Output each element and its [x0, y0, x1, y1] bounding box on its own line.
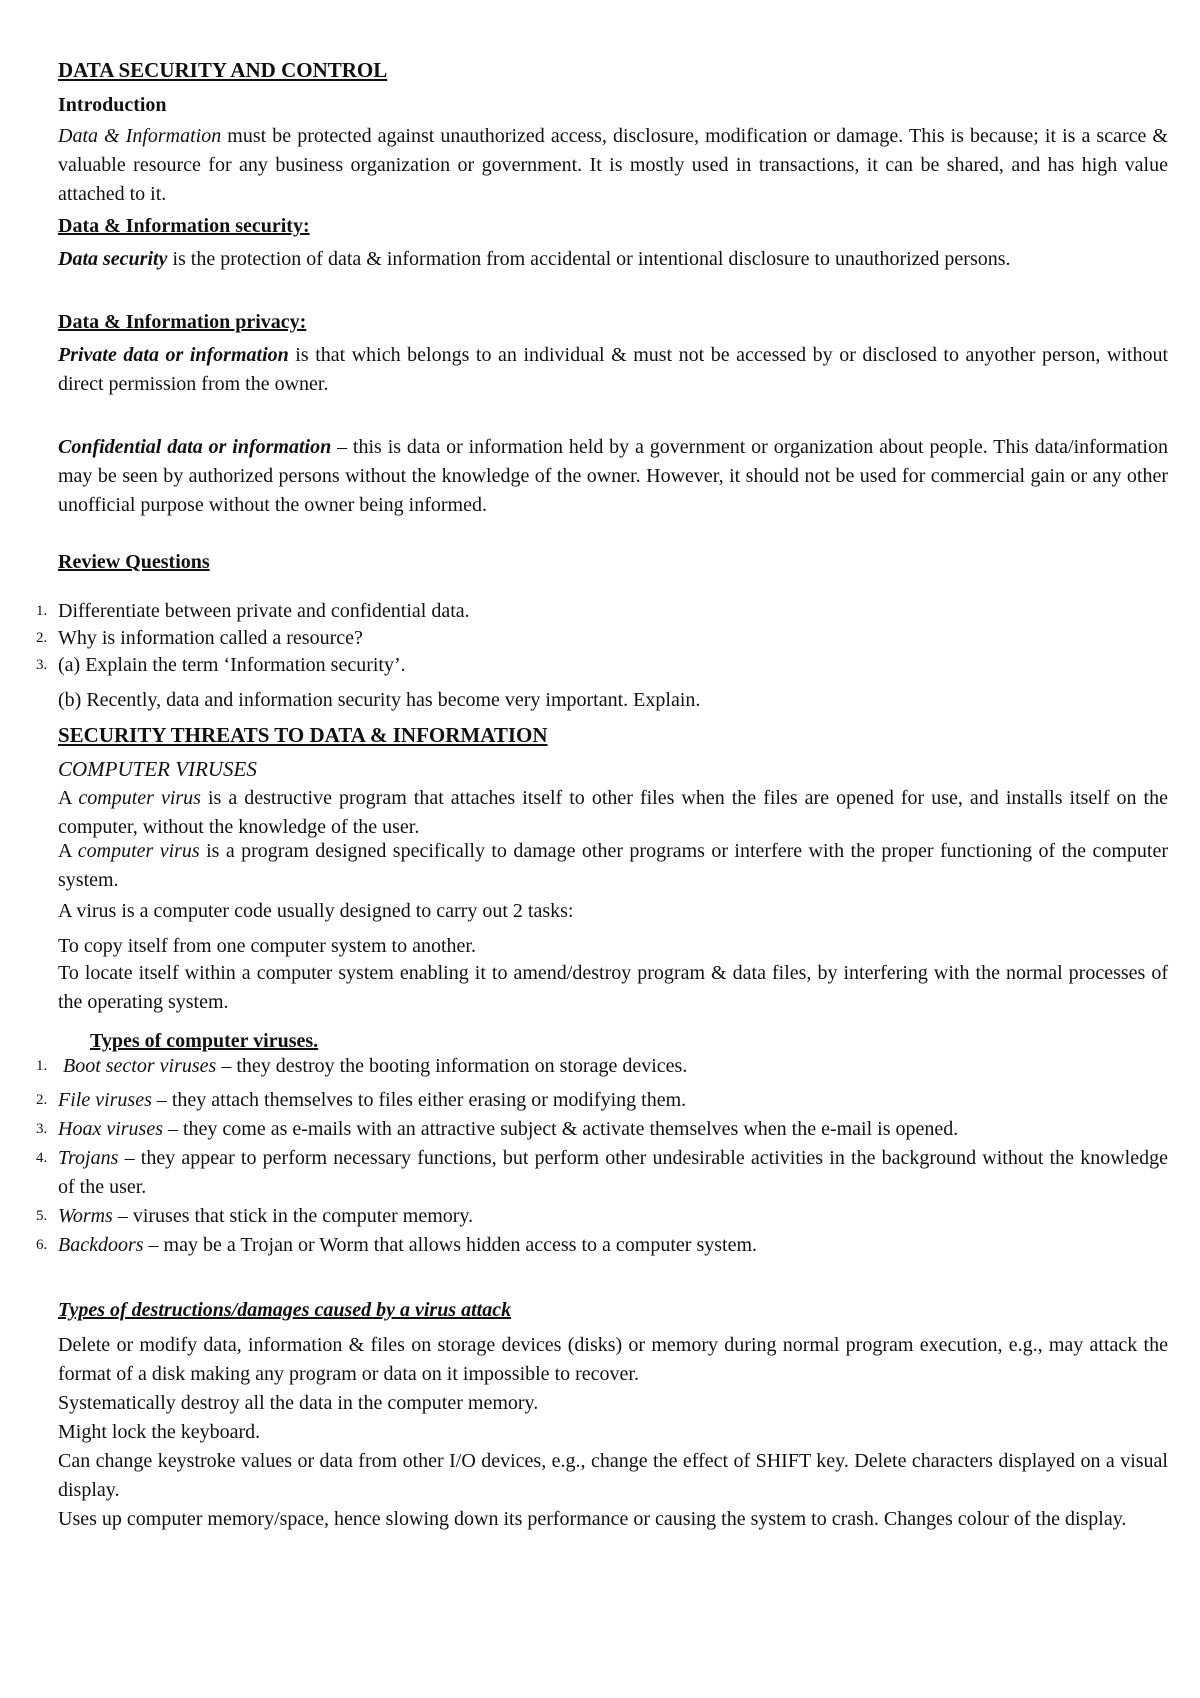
def2-term: computer virus: [77, 840, 200, 862]
security-term: Data security: [58, 248, 168, 270]
def1-prefix: A: [58, 787, 79, 809]
type-text: – viruses that stick in the computer memory.: [112, 1205, 474, 1227]
list-item: [36, 1202, 1168, 1231]
intro-term: Data & Information: [58, 125, 222, 147]
review-list: [36, 598, 1168, 679]
private-term: Private data or information: [58, 344, 289, 366]
review-question-3a: (a) Explain the term ‘Information security’.: [58, 654, 406, 676]
list-item: [36, 1086, 1168, 1115]
def1-text: is a destructive program that attaches itself to other files when the files are opened for use, and installs itself on the computer, without the knowledge of the user.: [58, 787, 1168, 838]
damage-3: Might lock the keyboard.: [58, 1421, 261, 1443]
list-number: 2.: [36, 630, 48, 646]
list-number: 3.: [36, 1121, 48, 1137]
review-question-3b: (b) Recently, data and information security has become very important. Explain.: [58, 689, 701, 711]
list-number: 3.: [36, 657, 48, 673]
type-text: – they appear to perform necessary functions, but perform other undesirable activities in the background without the knowledge of the user.: [58, 1147, 1168, 1198]
confidential-paragraph: [58, 433, 1168, 520]
list-number: 1.: [36, 603, 48, 619]
damage-4: Can change keystroke values or data from other I/O devices, e.g., change the effect of SHIFT key. Delete characters displayed on a visual display.: [58, 1450, 1168, 1501]
virus-definition-2: [58, 837, 1168, 895]
security-text: is the protection of data & information from accidental or intentional disclosure to unauthorized persons.: [167, 248, 1011, 270]
damages-heading: Types of destructions/damages caused by a virus attack: [58, 1299, 512, 1321]
type-text: – may be a Trojan or Worm that allows hidden access to a computer system.: [143, 1234, 758, 1256]
list-item: [36, 1231, 1168, 1260]
type-term: Hoax viruses: [58, 1118, 163, 1140]
type-text: – they destroy the booting information on storage devices.: [216, 1055, 688, 1077]
confidential-term: Confidential data or information: [58, 436, 332, 458]
list-item: [36, 1052, 1168, 1081]
list-item: [36, 598, 1168, 625]
task-2: To locate itself within a computer system enabling it to amend/destroy program & data files, by interfering with the normal processes of the operating system.: [58, 962, 1168, 1013]
def1-term: computer virus: [78, 787, 201, 809]
list-item: [36, 1115, 1168, 1144]
list-number: 4.: [36, 1150, 48, 1166]
type-term: Trojans: [58, 1147, 119, 1169]
type-text: – they come as e-mails with an attractive subject & activate themselves when the e-mail is opened.: [162, 1118, 959, 1140]
type-term: Worms: [58, 1205, 113, 1227]
list-number: 5.: [36, 1208, 48, 1224]
intro-paragraph: [58, 122, 1168, 209]
security-paragraph: [58, 245, 1168, 274]
type-term: File viruses: [58, 1089, 152, 1111]
list-number: 6.: [36, 1237, 48, 1253]
list-item: [36, 1144, 1168, 1202]
damage-5: Uses up computer memory/space, hence slowing down its performance or causing the system to crash. Changes colour of the display.: [58, 1508, 1127, 1530]
virus-types-list: [36, 1052, 1168, 1260]
def2-prefix: A: [58, 840, 78, 862]
private-paragraph: [58, 341, 1168, 399]
def2-text: is a program designed specifically to damage other programs or interfere with the proper functioning of the computer system.: [58, 840, 1168, 891]
privacy-heading: Data & Information privacy:: [58, 311, 307, 333]
review-question-1: Differentiate between private and confidential data.: [58, 600, 470, 622]
list-item: [36, 652, 1168, 679]
virus-definition-1: [58, 784, 1168, 842]
confidential-text: – this is data or information held by a government or organization about people. This data/information may be seen by authorized persons without the knowledge of the owner. However, it should not be used for commercial gain or any other unofficial purpose without the owner being informed.: [58, 436, 1168, 516]
private-text: is that which belongs to an individual & must not be accessed by or disclosed to anyother person, without direct permission from the owner.: [58, 344, 1168, 395]
damage-2: Systematically destroy all the data in the computer memory.: [58, 1392, 539, 1414]
threats-heading: SECURITY THREATS TO DATA & INFORMATION: [58, 723, 548, 747]
security-heading: Data & Information security:: [58, 215, 310, 237]
list-number: 2.: [36, 1092, 48, 1108]
review-question-2: Why is information called a resource?: [58, 627, 363, 649]
task-1: To copy itself from one computer system to another.: [58, 935, 476, 957]
damage-1: Delete or modify data, information & files on storage devices (disks) or memory during normal program execution, e.g., may attack the format of a disk making any program or data on it impossible to recover.: [58, 1334, 1168, 1385]
list-item: [36, 625, 1168, 652]
intro-text: must be protected against unauthorized access, disclosure, modification or damage. This is because; it is a scarce & valuable resource for any business organization or government. It is mostly used in transactions, it can be shared, and has high value attached to it.: [58, 125, 1168, 205]
intro-heading: Introduction: [58, 94, 167, 116]
viruses-heading: COMPUTER VIRUSES: [58, 757, 257, 781]
list-number: 1.: [36, 1058, 48, 1074]
type-term: Boot sector viruses: [63, 1055, 217, 1077]
tasks-intro: A virus is a computer code usually designed to carry out 2 tasks:: [58, 900, 574, 922]
document-title: DATA SECURITY AND CONTROL: [58, 58, 388, 82]
type-text: – they attach themselves to files either erasing or modifying them.: [151, 1089, 687, 1111]
review-heading: Review Questions: [58, 551, 210, 573]
type-term: Backdoors: [58, 1234, 144, 1256]
types-heading: Types of computer viruses.: [90, 1030, 319, 1052]
